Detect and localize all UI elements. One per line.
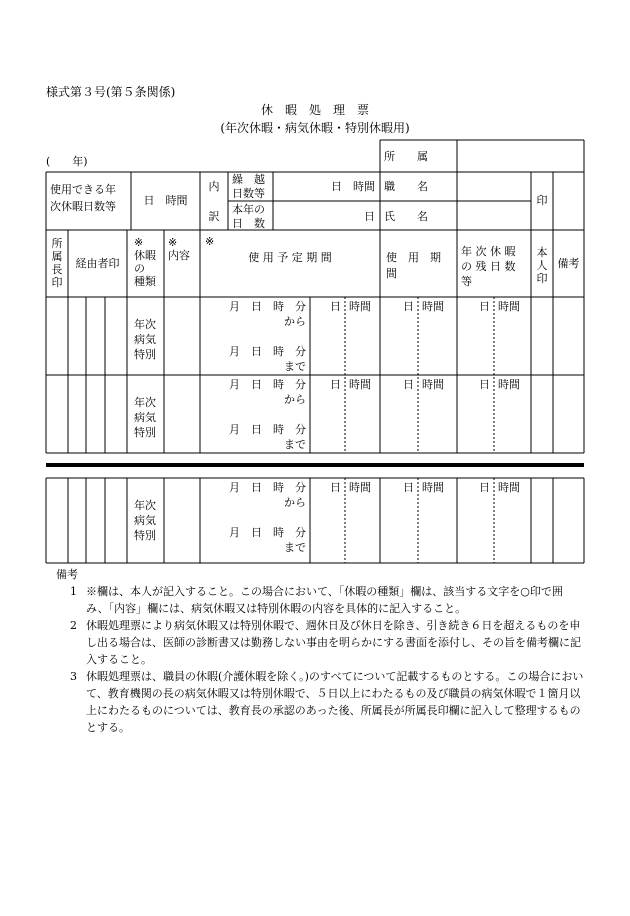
schedule-day-unit: 日 — [330, 481, 341, 494]
breakdown-label: 内 — [208, 180, 220, 193]
page-subtitle: (年次休暇・病気休暇・特別休暇用) — [220, 121, 410, 135]
leave-type-option-sick: 病気 — [134, 514, 156, 527]
remaining-hour-unit: 時間 — [498, 481, 520, 494]
page-title: 休 暇 処 理 票 — [260, 103, 369, 117]
remaining-day-unit: 日 — [479, 378, 490, 391]
affiliation-label: 所 属 — [384, 150, 428, 163]
leave-type-option-annual: 年次 — [134, 396, 156, 409]
remarks-header: 備考 — [557, 257, 580, 270]
schedule-to-date: 月 日 時 分 — [229, 526, 306, 539]
schedule-header: 使 用 予 定 期 間 — [248, 251, 332, 264]
schedule-mark: ※ — [205, 235, 215, 248]
usage-period-header-2: 間 — [386, 267, 397, 280]
note-item: 1 ※欄は、本人が記入すること。この場合において、「休暇の種類」欄は、該当する文字を○印で囲み、「内容」欄には、病気休暇又は特別休暇の内容を具体的に記入すること。 — [70, 585, 563, 615]
remaining-hour-unit: 時間 — [498, 378, 520, 391]
year-label: ( 年) — [46, 155, 88, 168]
usage-period-header: 使 用 期 — [386, 251, 441, 264]
remaining-day-unit: 日 — [479, 300, 490, 313]
usage-day-unit: 日 — [403, 481, 414, 494]
schedule-to-date: 月 日 時 分 — [229, 345, 306, 358]
schedule-from-date: 月 日 時 分 — [229, 300, 306, 313]
leave-type-option-special: 特別 — [134, 426, 156, 439]
schedule-hour-unit: 時間 — [349, 378, 371, 391]
notes-heading: 備考 — [56, 568, 78, 581]
content-header: ※ 内容 — [168, 236, 190, 262]
note-item: 2 休暇処理票により病気休暇又は特別休暇で、週休日及び休日を除き、引き続き６日を超えるものを申し出る場合は、医師の診断書又は勤務しない事由を明らかにする書面を添付し、その旨を備考欄に記入すること。 — [70, 619, 581, 666]
usage-day-unit: 日 — [403, 300, 414, 313]
routing-seal-header: 経由者印 — [75, 257, 120, 270]
schedule-from-label: から — [284, 496, 306, 509]
leave-type-header: ※ 休暇 の 種類 — [134, 236, 156, 288]
usage-hour-unit: 時間 — [422, 378, 444, 391]
schedule-to-date: 月 日 時 分 — [229, 423, 306, 436]
usage-day-unit: 日 — [403, 378, 414, 391]
usage-hour-unit: 時間 — [422, 300, 444, 313]
leave-type-option-special: 特別 — [134, 348, 156, 361]
leave-type-option-annual: 年次 — [134, 499, 156, 512]
remaining-days-header: 年 次 休 暇 の 残 日 数 等 — [461, 245, 516, 288]
leave-type-option-sick: 病気 — [134, 333, 156, 346]
carryover-label: 繰 越 — [232, 173, 265, 186]
remaining-hour-unit: 時間 — [498, 300, 520, 313]
seal-mark: 印 — [536, 194, 548, 207]
usage-hour-unit: 時間 — [422, 481, 444, 494]
note-item: 3 休暇処理票は、職員の休暇(介護休暇を除く。)のすべてについて記載するものとする。この場合において、教育機関の長の病気休暇又は特別休暇で、５日以上にわたるもの及び職員の病気休暇で１箇月以上にわたるものについては、教育長の承認のあった後、所属長が所属長印欄に記入して整理するものとする。 — [70, 670, 584, 734]
usable-days-label: 使用できる年 — [50, 183, 116, 196]
schedule-from-date: 月 日 時 分 — [229, 481, 306, 494]
schedule-hour-unit: 時間 — [349, 300, 371, 313]
leave-type-option-special: 特別 — [134, 529, 156, 542]
schedule-to-label: まで — [284, 360, 306, 373]
carryover-value: 日 時間 — [331, 180, 375, 193]
schedule-from-label: から — [284, 393, 306, 406]
remaining-day-unit: 日 — [479, 481, 490, 494]
this-year-label-2: 日 数 — [232, 217, 265, 230]
this-year-value: 日 — [364, 210, 375, 223]
schedule-day-unit: 日 — [330, 300, 341, 313]
name-label: 氏 名 — [384, 210, 428, 223]
position-label: 職 名 — [384, 180, 428, 193]
usable-days-value: 日 時間 — [143, 194, 188, 207]
schedule-from-label: から — [284, 315, 306, 328]
schedule-to-label: まで — [284, 438, 306, 451]
self-seal-header: 本 人 印 — [536, 246, 548, 285]
carryover-label-2: 日数等 — [232, 187, 265, 200]
notes-section — [56, 566, 584, 736]
breakdown-label-2: 訳 — [208, 210, 220, 223]
leave-type-option-annual: 年次 — [134, 318, 156, 331]
schedule-day-unit: 日 — [330, 378, 341, 391]
supervisor-seal-header: 所 属 長 印 — [51, 237, 63, 289]
schedule-to-label: まで — [284, 541, 306, 554]
schedule-from-date: 月 日 時 分 — [229, 378, 306, 391]
this-year-label: 本年の — [232, 203, 265, 216]
schedule-hour-unit: 時間 — [349, 481, 371, 494]
usable-days-label-2: 次休暇日数等 — [50, 200, 116, 213]
leave-type-option-sick: 病気 — [134, 411, 156, 424]
form-id: 様式第３号(第５条関係) — [46, 85, 176, 99]
